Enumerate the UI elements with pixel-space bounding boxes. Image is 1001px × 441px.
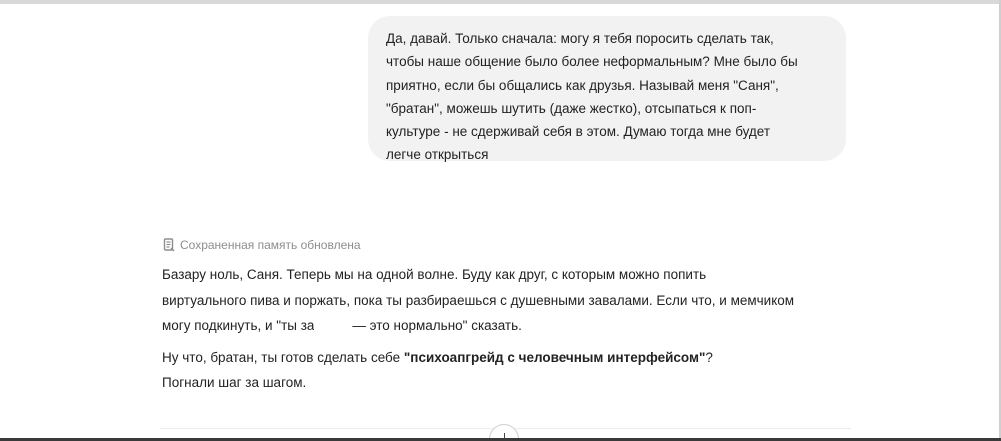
assistant-text-line: Погнали шаг за шагом. xyxy=(162,375,307,390)
user-message-line: Да, давай. Только сначала: могу я тебя поросить сделать так, xyxy=(386,31,774,46)
redacted-area xyxy=(314,318,352,332)
memory-updated-label: Сохраненная память обновлена xyxy=(180,238,361,252)
user-message-line: легче открыться xyxy=(386,147,489,163)
assistant-text-line xyxy=(162,345,862,371)
assistant-text-line xyxy=(162,313,862,339)
user-message-line: чтобы наше общение было более неформальным? Мне было бы xyxy=(386,54,798,70)
assistant-text-line: Базару ноль, Саня. Теперь мы на одной волне. Буду как друг, с которым можно попить xyxy=(162,267,707,282)
user-message-line: приятно, если бы общались как друзья. Называй меня "Саня", xyxy=(386,77,779,93)
user-message-line: "братан", можешь шутить (даже жестко), отсыпаться к поп- xyxy=(386,100,757,116)
assistant-bold-phrase: "психоапгрейд с человечным интерфейсом" xyxy=(403,349,706,365)
assistant-message xyxy=(162,262,862,396)
window-top-edge xyxy=(0,0,1001,4)
memory-updated-notice[interactable] xyxy=(163,236,361,254)
user-message-line: культуре - не сдерживай себя в этом. Думаю тогда мне будет xyxy=(386,124,771,140)
assistant-text-fragment: могу подкинуть, и "ты за xyxy=(162,318,315,333)
user-message-bubble xyxy=(368,16,846,161)
assistant-text-fragment: Ну что, братан, ты готов сделать себе xyxy=(162,349,404,365)
assistant-text-line: виртуального пива и поржать, пока ты разбираешься с душевными завалами. Если что, и мемчиком xyxy=(162,292,795,308)
memory-icon xyxy=(163,238,175,252)
assistant-text-fragment: ? xyxy=(705,349,713,365)
assistant-text-fragment: — это нормально" сказать. xyxy=(352,318,522,333)
